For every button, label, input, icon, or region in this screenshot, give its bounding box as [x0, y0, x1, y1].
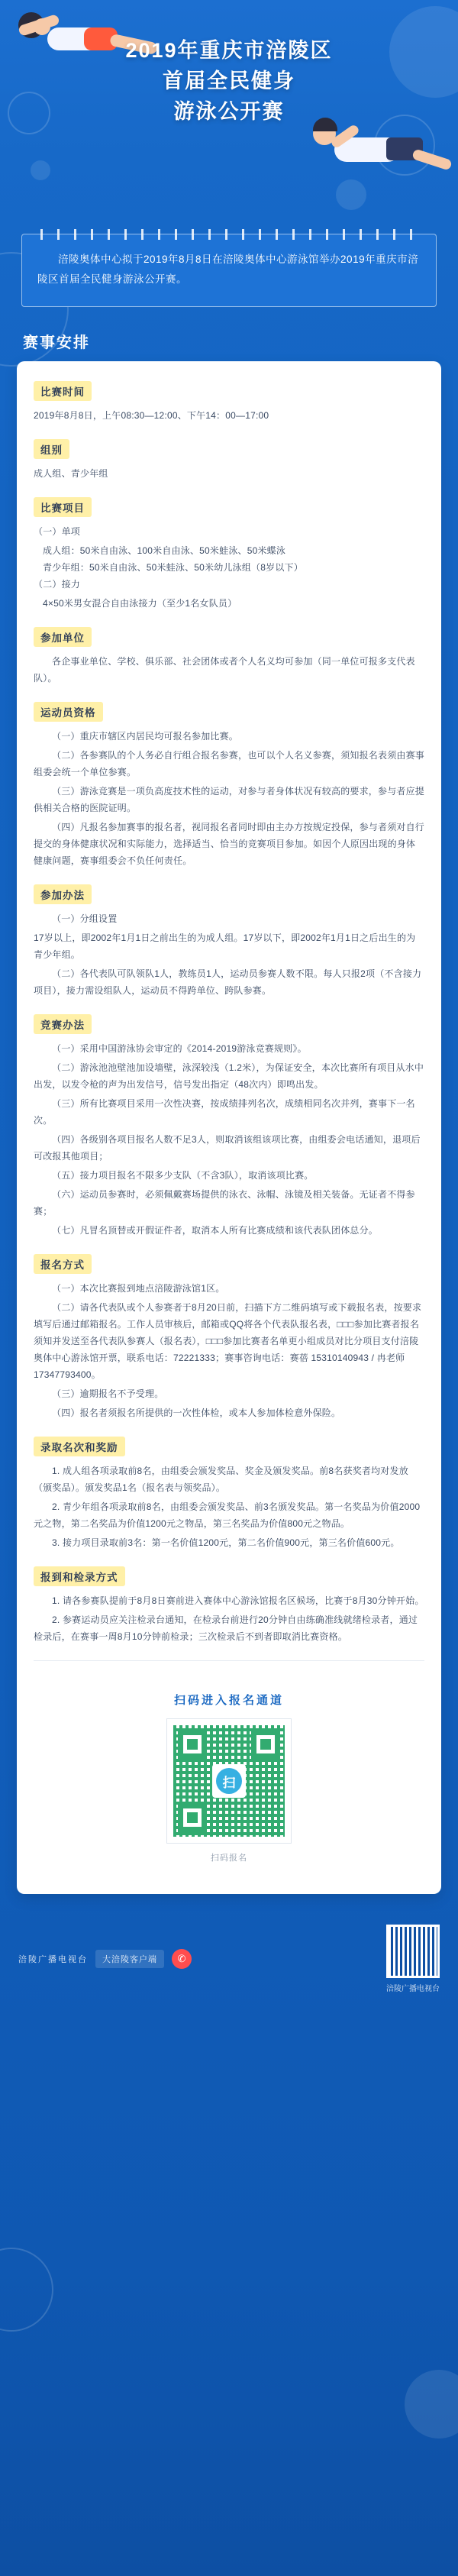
block-title: 报名方式 [34, 1254, 92, 1274]
block-groups [34, 439, 424, 482]
footer-brand-group [18, 1949, 192, 1969]
wechat-icon[interactable]: ✆ [172, 1949, 192, 1969]
page-title [0, 35, 458, 127]
block-line: 17岁以上，即2002年1月1日之前出生的为成人组。17岁以下，即2002年1月1日之后出生的为青少年组。 [34, 932, 416, 960]
block-entry-method [34, 884, 424, 999]
qr-logo-icon: 扫 [216, 1768, 242, 1794]
content-card-wrapper [0, 361, 458, 1894]
page-title-line-2: 首届全民健身 [163, 69, 295, 92]
footer-brand-text: 涪陵广播电视台 [18, 1955, 88, 1964]
block-line: （五）接力项目报名不限多少支队（不含3队），取消该项比赛。 [52, 1170, 314, 1181]
block-line: （一）分组设置 [52, 913, 118, 924]
block-line: 2. 青少年组各项录取前8名，由组委会颁发奖品、前3名颁发奖品。第一名奖品为价值2000元之物，第二名奖品为价值1200元之物品，第三名奖品为价值800元之物品。 [34, 1501, 421, 1529]
block-check-in [34, 1566, 424, 1645]
qr-section [34, 1672, 424, 1871]
qr-center-logo [212, 1764, 246, 1798]
footer-qr-label: 涪陵广播电视台 [386, 1985, 440, 1993]
block-title: 运动员资格 [34, 702, 103, 722]
qr-title: 扫码进入报名通道 [173, 1694, 284, 1707]
footer-qr-code[interactable] [386, 1925, 440, 1978]
content-card [17, 361, 441, 1894]
block-line: 1. 请各参赛队提前于8月8日赛前进入赛体中心游泳馆报名区候场，比赛于8月30分钟开始。 [52, 1595, 424, 1606]
block-awards [34, 1437, 424, 1551]
block-line: 3. 接力项目录取前3名：第一名价值1200元，第二名价值900元，第三名价值600元。 [52, 1537, 400, 1548]
block-line: （四）报名者须报名所提供的一次性体检，或本人参加体检意外保险。 [52, 1408, 341, 1418]
block-line: （六）运动员参赛时，必须佩戴赛场提供的泳衣、泳帽、泳镜及相关装备。无证者不得参赛； [34, 1189, 415, 1217]
block-line: （二）接力 [34, 579, 81, 590]
poster-footer [0, 1914, 458, 2016]
section-heading: 赛事安排 [23, 335, 90, 351]
qr-pattern [173, 1725, 285, 1837]
swimmer-illustration-right [307, 115, 452, 206]
block-line: （二）各参赛队的个人务必自行组合报名参赛，也可以个人名义参赛，须知报名表须由赛事组委会统一个单位参赛。 [34, 750, 425, 777]
block-line: 4×50米男女混合自由泳接力（至少1名女队员） [43, 598, 237, 609]
block-title: 参加单位 [34, 627, 92, 647]
divider [34, 1660, 424, 1661]
poster-header [0, 0, 458, 229]
block-participating-units [34, 627, 424, 687]
page-title-line-3: 游泳公开赛 [173, 100, 285, 123]
block-title: 组别 [34, 439, 69, 459]
bubble-decoration [0, 2248, 53, 2332]
qr-finder-top-right [251, 1730, 280, 1759]
block-title: 竞赛办法 [34, 1014, 92, 1034]
block-line: （一）重庆市辖区内居民均可报名参加比赛。 [52, 731, 239, 742]
block-line: 青少年组：50米自由泳、50米蛙泳、50米幼儿泳组（8岁以下） [43, 562, 303, 573]
qr-finder-top-left [178, 1730, 207, 1759]
intro-section [0, 234, 458, 307]
footer-qr-group [386, 1925, 440, 1993]
page-title-line-1: 2019年重庆市涪陵区 [125, 39, 333, 62]
block-line: 成人组：50米自由泳、100米自由泳、50米蛙泳、50米蝶泳 [43, 545, 286, 556]
intro-text: 涪陵奥体中心拟于2019年8月8日在涪陵奥体中心游泳馆举办2019年重庆市涪陵区首届全民健身游泳公开赛。 [37, 254, 419, 285]
block-line: （三）游泳竞赛是一项负高度技术性的运动，对参与者身体状况有较高的要求，参与者应提供相关合格的医院证明。 [34, 786, 425, 813]
block-events [34, 497, 424, 612]
block-line: （七）凡冒名顶替或开假证件者，取消本人所有比赛成绩和该代表队团体总分。 [52, 1225, 379, 1236]
block-line: （四）凡报名参加赛事的报名者，视同报名者同时即由主办方按规定投保，参与者须对自行提交的身体健康状况和实际能力，选择适当、恰当的竞赛项目参加。如因个人原因出现的身体健康问题，赛事组委会不负任何责任。 [34, 822, 425, 866]
block-line: （三）逾期报名不予受理。 [52, 1388, 164, 1399]
block-title: 参加办法 [34, 884, 92, 904]
block-registration-method [34, 1254, 424, 1421]
block-title: 比赛项目 [34, 497, 92, 517]
block-line: （三）所有比赛项目采用一次性决赛，按成绩排列名次，成绩相同名次并列，赛事下一名次。 [34, 1098, 415, 1126]
block-title: 比赛时间 [34, 381, 92, 401]
bubble-decoration [405, 2370, 458, 2439]
qr-caption: 扫码报名 [211, 1854, 247, 1863]
block-line: 成人组、青少年组 [34, 468, 108, 479]
qr-finder-bottom-left [178, 1803, 207, 1832]
block-line: 2019年8月8日，上午08:30—12:00、下午14：00—17:00 [34, 410, 269, 421]
block-line: 2. 参赛运动员应关注检录台通知，在检录台前进行20分钟自由练确准线就绪检录者，通过检录后，在赛事一周8月10分钟前检录；三次检录后不到者即取消比赛资格。 [34, 1614, 418, 1642]
block-line: （二）请各代表队或个人参赛者于8月20日前，扫描下方二维码填写或下载报名表，按要求填写后通过邮箱报名。工作人员审核后，邮箱或QQ将各个代表队报名表，□□□参加比赛者报名须知并发送至各代表队参赛人（报名表），□□□参加比赛者名单更小组成员对比分项目支付涪陵奥体中心游泳馆开票，联系电话：72221333；赛事咨询电话：赛蓓 15310140943 / 冉老师 17347793400。 [34, 1302, 422, 1380]
intro-card [21, 234, 437, 307]
block-title: 录取名次和奖励 [34, 1437, 125, 1456]
block-line: （二）游泳池池壁池加设墙壁，泳深较浅（1.2米），为保证安全，本次比赛所有项目从水中出发，以发令枪的声为出发信号，信号发出指定（48次内）即鸣出发。 [34, 1062, 424, 1090]
block-line: （一）本次比赛报到地点涪陵游泳馆1区。 [52, 1283, 225, 1294]
block-competition-time [34, 381, 424, 424]
block-line: 各企事业单位、学校、俱乐部、社会团体或者个人名义均可参加（同一单位可报多支代表队）。 [34, 656, 415, 684]
block-title: 报到和检录方式 [34, 1566, 125, 1586]
block-athlete-qualification [34, 702, 424, 869]
registration-qr-code[interactable] [166, 1718, 292, 1844]
block-line: （四）各级别各项目报名人数不足3人，则取消该组该项比赛，由组委会电话通知，退项后可改报其他项目； [34, 1134, 421, 1162]
block-line: （一）采用中国游泳协会审定的《2014-2019游泳竞赛规则》。 [52, 1043, 307, 1054]
block-line: 1. 成人组各项录取前8名，由组委会颁发奖品、奖金及颁发奖品。前8名获奖者均对发放（颁奖品）。颁发奖品1名（报名表与领奖品）。 [34, 1466, 408, 1493]
swimmer-leg-shape [411, 148, 453, 170]
block-line: （二）各代表队可队领队1人，教练员1人，运动员参赛人数不限。每人只报2项（不含接力项目），接力需设组队人，运动员不得跨单位、跨队参赛。 [34, 968, 422, 996]
footer-app-badge[interactable]: 大涪陵客户端 [95, 1950, 164, 1968]
block-competition-rules [34, 1014, 424, 1239]
block-line: （一）单项 [34, 526, 81, 537]
